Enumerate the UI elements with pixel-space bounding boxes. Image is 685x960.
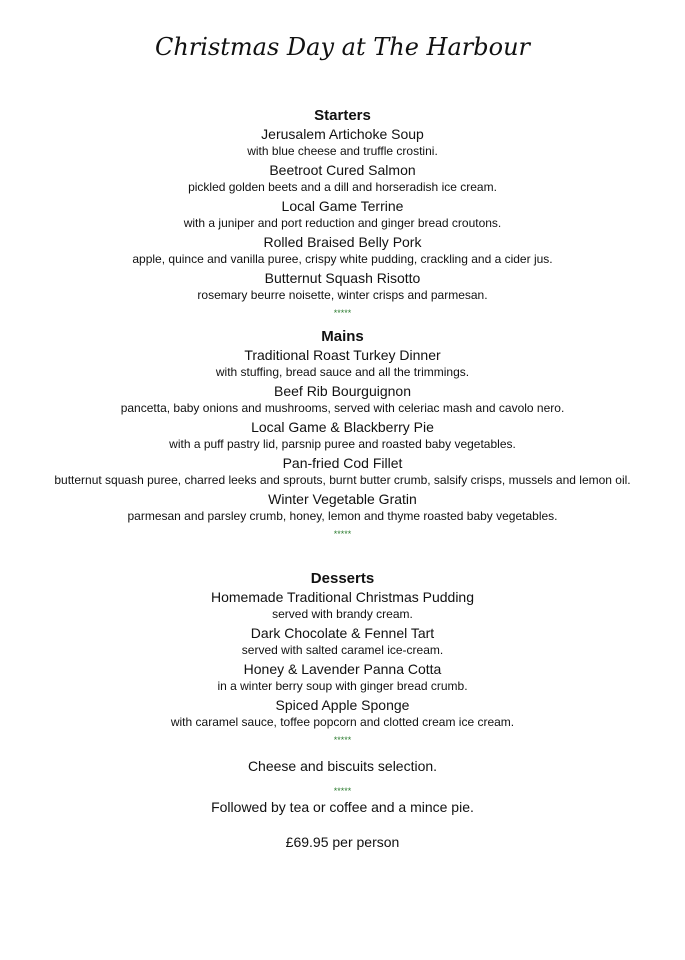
separator-stars: ***** <box>333 735 352 745</box>
dish-description: apple, quince and vanilla puree, crispy white pudding, crackling and a cider jus. <box>132 252 553 266</box>
mains-section <box>0 327 685 543</box>
dish-description: served with salted caramel ice-cream. <box>241 643 444 657</box>
dish-name: Beetroot Cured Salmon <box>269 162 416 178</box>
dish-name: Traditional Roast Turkey Dinner <box>244 347 441 363</box>
menu-title: Christmas Day at The Harbour <box>154 33 530 61</box>
menu-item <box>0 419 685 453</box>
dish-description: with a juniper and port reduction and ginger bread croutons. <box>183 216 502 230</box>
dish-description: parmesan and parsley crumb, honey, lemon and thyme roasted baby vegetables. <box>127 509 558 523</box>
menu-item <box>0 625 685 659</box>
price-text: £69.95 per person <box>285 834 400 850</box>
dish-description: butternut squash puree, charred leeks and sprouts, burnt butter crumb, salsify crisps, mussels and lemon oil. <box>54 473 631 487</box>
dish-name: Butternut Squash Risotto <box>264 270 421 286</box>
dish-name: Rolled Braised Belly Pork <box>263 234 422 250</box>
dish-name: Pan-fried Cod Fillet <box>282 455 403 471</box>
menu-item <box>0 126 685 160</box>
dish-description: with a puff pastry lid, parsnip puree and roasted baby vegetables. <box>169 437 516 451</box>
dish-description: with blue cheese and truffle crostini. <box>247 144 438 158</box>
dish-description: served with brandy cream. <box>272 607 413 621</box>
dish-description: pickled golden beets and a dill and horseradish ice cream. <box>188 180 497 194</box>
dish-name: Spiced Apple Sponge <box>275 697 410 713</box>
menu-item <box>0 383 685 417</box>
menu-item <box>0 697 685 731</box>
menu-item <box>0 234 685 268</box>
dish-description: rosemary beurre noisette, winter crisps and parmesan. <box>197 288 488 302</box>
menu-item <box>0 347 685 381</box>
dish-description: pancetta, baby onions and mushrooms, served with celeriac mash and cavolo nero. <box>120 401 565 415</box>
followed-by-text: Followed by tea or coffee and a mince pie. <box>211 799 474 815</box>
starters-heading: Starters <box>314 107 371 124</box>
dish-description: with caramel sauce, toffee popcorn and clotted cream ice cream. <box>170 715 515 729</box>
separator-stars: ***** <box>333 786 352 796</box>
separator-stars: ***** <box>333 529 352 539</box>
dish-description: with stuffing, bread sauce and all the trimmings. <box>215 365 470 379</box>
mains-heading: Mains <box>321 328 364 345</box>
menu-item <box>0 198 685 232</box>
menu-item <box>0 455 685 489</box>
dish-name: Honey & Lavender Panna Cotta <box>243 661 442 677</box>
separator-stars: ***** <box>333 308 352 318</box>
menu-item <box>0 162 685 196</box>
menu-item <box>0 661 685 695</box>
dish-name: Beef Rib Bourguignon <box>274 383 411 399</box>
dish-name: Dark Chocolate & Fennel Tart <box>250 625 435 641</box>
dish-name: Jerusalem Artichoke Soup <box>261 126 424 142</box>
menu-item <box>0 270 685 304</box>
dish-name: Local Game Terrine <box>281 198 404 214</box>
dish-name: Local Game & Blackberry Pie <box>251 419 434 435</box>
dish-name: Homemade Traditional Christmas Pudding <box>210 589 474 605</box>
cheese-selection: Cheese and biscuits selection. <box>247 758 438 774</box>
menu-item <box>0 491 685 525</box>
desserts-heading: Desserts <box>310 570 375 587</box>
desserts-section <box>0 569 685 749</box>
dish-name: Winter Vegetable Gratin <box>268 491 417 507</box>
menu-item <box>0 589 685 623</box>
dish-description: in a winter berry soup with ginger bread crumb. <box>217 679 468 693</box>
starters-section <box>0 106 685 322</box>
